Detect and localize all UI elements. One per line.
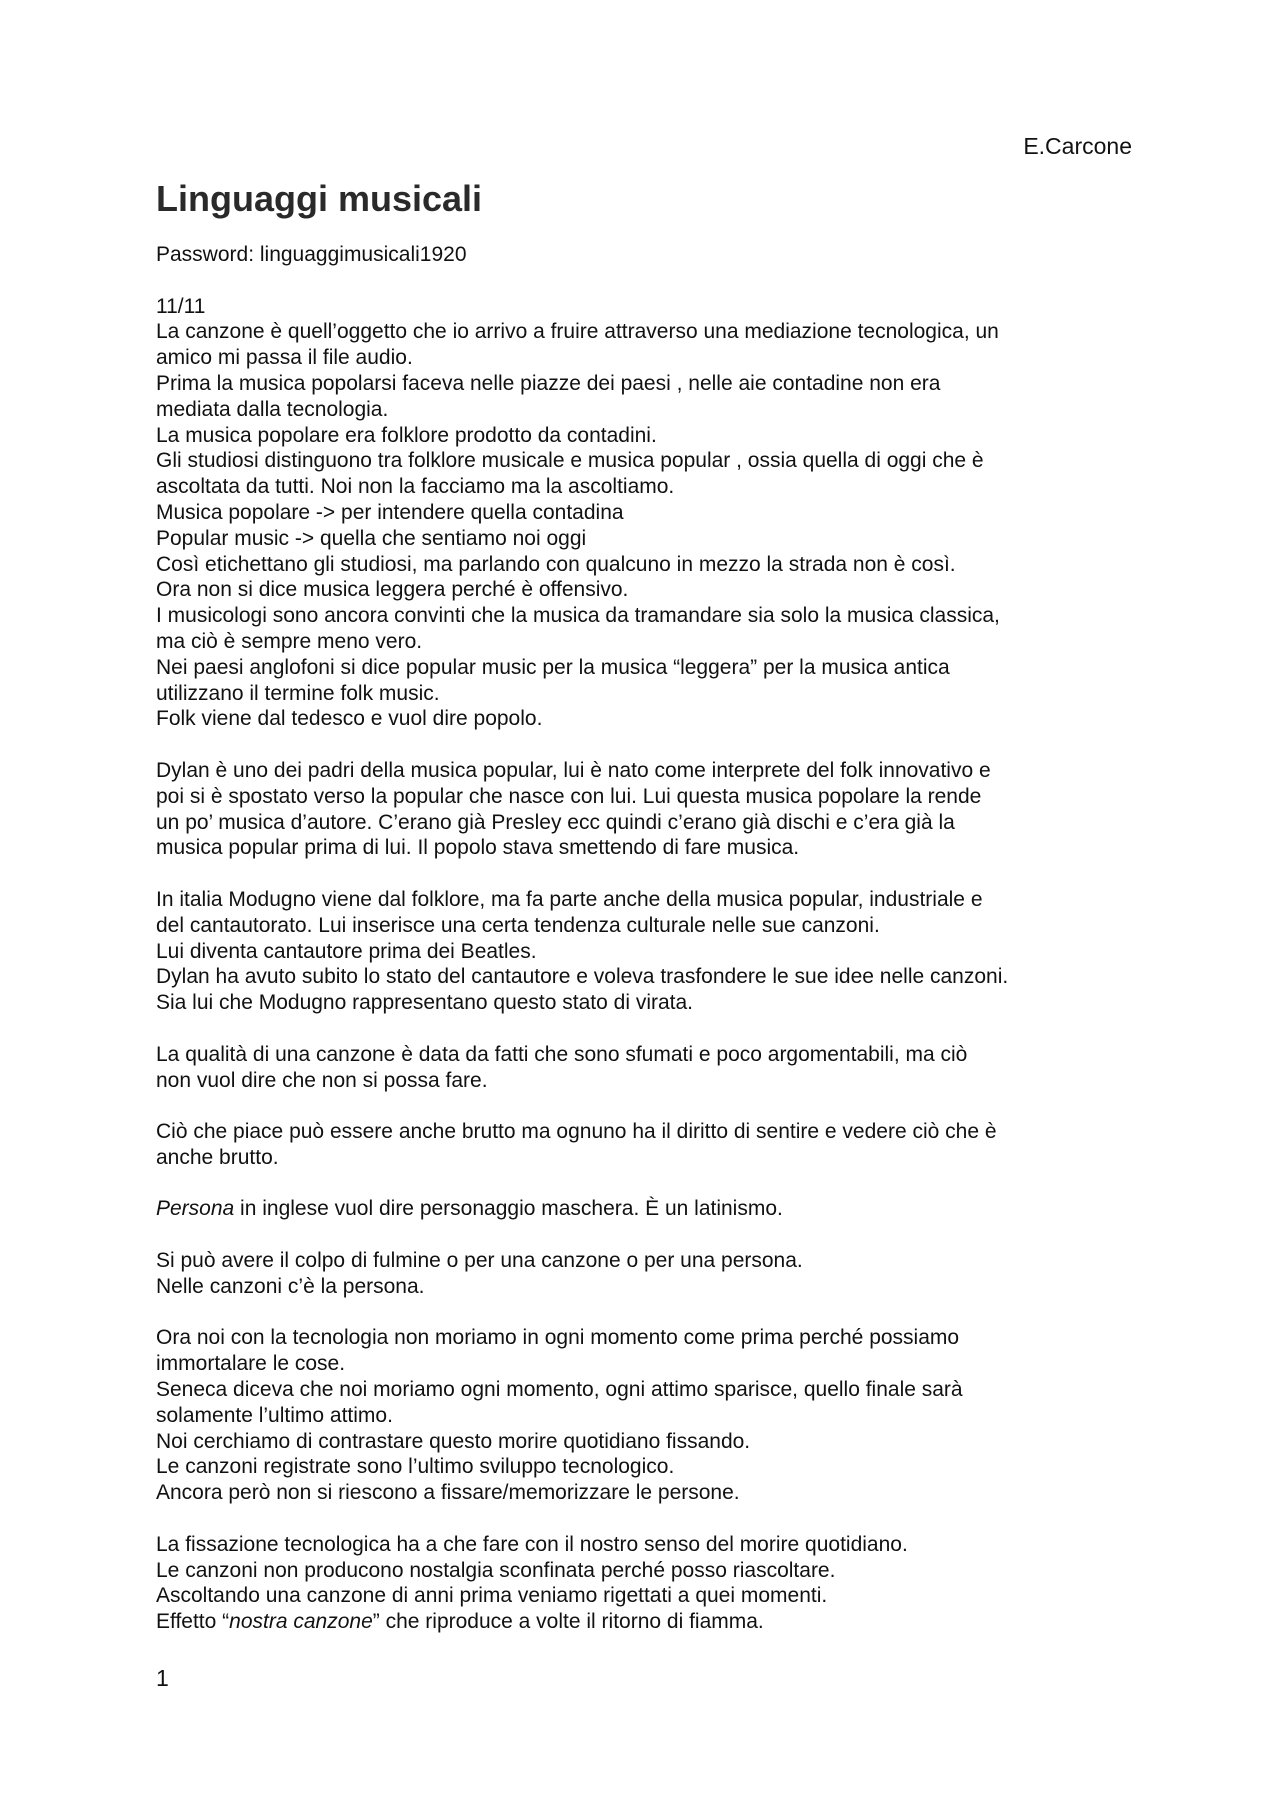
page-title: Linguaggi musicali <box>156 178 483 219</box>
text-line: La canzone è quell’oggetto che io arrivo a fruire attraverso una mediazione tecnologica, un <box>156 320 999 344</box>
text-line: Sia lui che Modugno rappresentano questo stato di virata. <box>156 991 694 1015</box>
text-line: utilizzano il termine folk music. <box>156 681 440 705</box>
author-name: E.Carcone <box>1023 133 1132 159</box>
text-line: Si può avere il colpo di fulmine o per una canzone o per una persona. <box>156 1249 803 1273</box>
text-line: I musicologi sono ancora convinti che la musica da tramandare sia solo la musica classica, <box>156 604 1000 628</box>
text-line: Gli studiosi distinguono tra folklore musicale e musica popular , ossia quella di oggi che è <box>156 449 984 473</box>
text-line: Ora noi con la tecnologia non moriamo in ogni momento come prima perché possiamo <box>156 1326 960 1350</box>
text-line: Ciò che piace può essere anche brutto ma ognuno ha il diritto di sentire e vedere ciò che è <box>156 1120 997 1144</box>
document-body <box>156 242 1146 1661</box>
text-line: Nelle canzoni c’è la persona. <box>156 1274 425 1298</box>
text-line: poi si è spostato verso la popular che nasce con lui. Lui questa musica popolare la rende <box>156 784 982 808</box>
text-line: Nei paesi anglofoni si dice popular music per la musica “leggera” per la musica antica <box>156 655 950 679</box>
text-line: Dylan è uno dei padri della musica popular, lui è nato come interprete del folk innovativo e <box>156 758 991 782</box>
text-line: Ascoltando una canzone di anni prima veniamo rigettati a quei momenti. <box>156 1584 828 1608</box>
text-line: La fissazione tecnologica ha a che fare con il nostro senso del morire quotidiano. <box>156 1532 908 1556</box>
effect-suffix: ” che riproduce a volte il ritorno di fiamma. <box>372 1610 764 1634</box>
page-number: 1 <box>156 1665 169 1691</box>
text-line: amico mi passa il file audio. <box>156 346 413 370</box>
text-line <box>156 1609 1146 1635</box>
text-line: del cantautorato. Lui inserisce una certa tendenza culturale nelle sue canzoni. <box>156 913 880 937</box>
text-line: In italia Modugno viene dal folklore, ma fa parte anche della musica popular, industriale e <box>156 887 983 911</box>
text-line: Noi cerchiamo di contrastare questo morire quotidiano fissando. <box>156 1429 751 1453</box>
text-line: immortalare le cose. <box>156 1352 346 1376</box>
text-line: Prima la musica popolarsi faceva nelle piazze dei paesi , nelle aie contadine non era <box>156 371 941 395</box>
paragraph-dylan <box>156 758 1146 861</box>
paragraph-crush <box>156 1248 1146 1300</box>
text-line: anche brutto. <box>156 1145 279 1169</box>
paragraph-intro <box>156 319 1146 732</box>
text-line: La qualità di una canzone è data da fatti che sono sfumati e poco argomentabili, ma ciò <box>156 1042 968 1066</box>
text-line <box>156 1196 1146 1222</box>
date-line: 11/11 <box>156 294 206 318</box>
effect-prefix: Effetto “ <box>156 1610 230 1634</box>
text-line: Musica popolare -> per intendere quella contadina <box>156 500 624 524</box>
text-line: Dylan ha avuto subito lo stato del cantautore e voleva trasfondere le sue idee nelle canzoni. <box>156 965 1009 989</box>
text-line: Folk viene dal tedesco e vuol dire popolo. <box>156 707 543 731</box>
effect-term: nostra canzone <box>229 1610 373 1634</box>
text-line: solamente l’ultimo attimo. <box>156 1403 393 1427</box>
text-line: Così etichettano gli studiosi, ma parlando con qualcuno in mezzo la strada non è così. <box>156 552 956 576</box>
text-line: Ancora però non si riescono a fissare/memorizzare le persone. <box>156 1481 740 1505</box>
text-line: musica popular prima di lui. Il popolo stava smettendo di fare musica. <box>156 836 800 860</box>
text-line: Le canzoni registrate sono l’ultimo sviluppo tecnologico. <box>156 1455 675 1479</box>
paragraph-nostalgia <box>156 1532 1146 1635</box>
text-line: ascoltata da tutti. Noi non la facciamo ma la ascoltiamo. <box>156 475 675 499</box>
text-line: non vuol dire che non si possa fare. <box>156 1068 488 1092</box>
paragraph-taste <box>156 1119 1146 1171</box>
paragraph-quality <box>156 1042 1146 1094</box>
text-line: Lui diventa cantautore prima dei Beatles. <box>156 939 537 963</box>
text-line: Seneca diceva che noi moriamo ogni momento, ogni attimo sparisce, quello finale sarà <box>156 1378 963 1402</box>
text-line: mediata dalla tecnologia. <box>156 397 389 421</box>
text-line: La musica popolare era folklore prodotto da contadini. <box>156 423 657 447</box>
paragraph-persona <box>156 1196 1146 1222</box>
persona-term: Persona <box>156 1197 235 1221</box>
text-line: un po’ musica d’autore. C’erano già Presley ecc quindi c’erano già dischi e c’era già la <box>156 810 955 834</box>
paragraph-modugno <box>156 887 1146 1016</box>
persona-definition: in inglese vuol dire personaggio maschera. È un latinismo. <box>234 1197 783 1221</box>
text-line: Le canzoni non producono nostalgia sconfinata perché posso riascoltare. <box>156 1558 836 1582</box>
text-line: ma ciò è sempre meno vero. <box>156 629 423 653</box>
password-line: Password: linguaggimusicali1920 <box>156 243 467 266</box>
text-line: Popular music -> quella che sentiamo noi oggi <box>156 526 587 550</box>
text-line: Ora non si dice musica leggera perché è offensivo. <box>156 578 629 602</box>
paragraph-technology <box>156 1325 1146 1506</box>
